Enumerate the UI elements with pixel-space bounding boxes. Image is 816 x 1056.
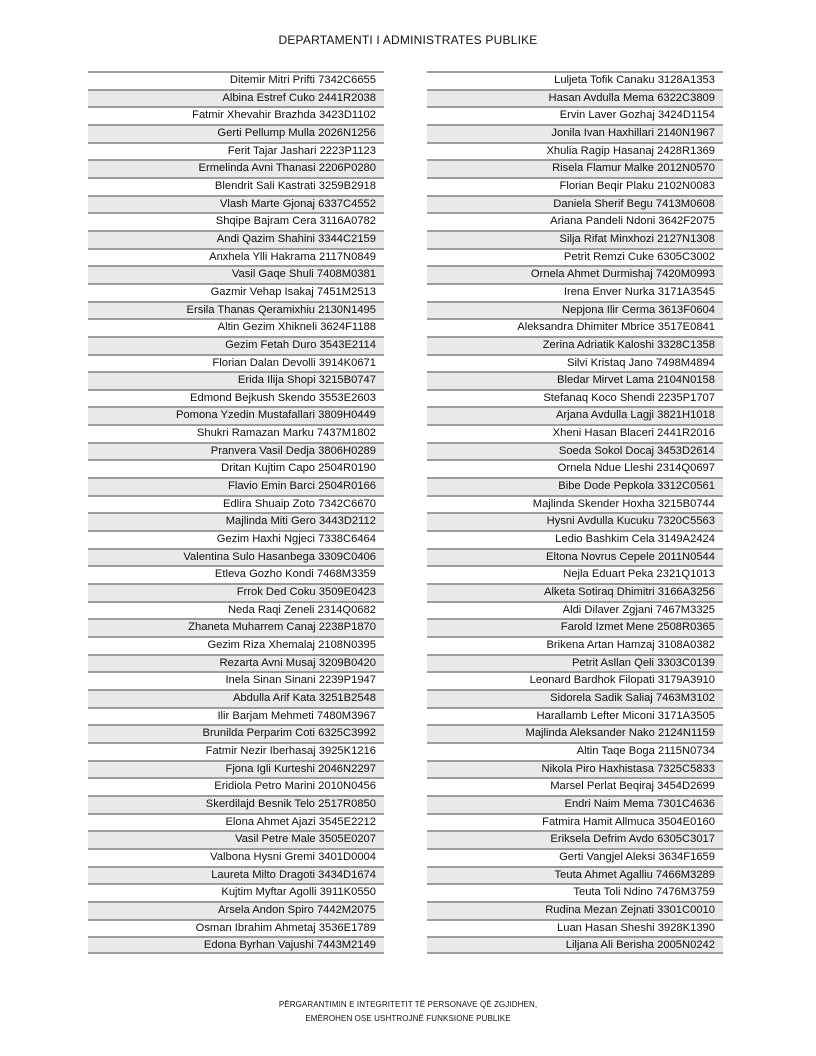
list-item: Gezim Fetah Duro 3543E2114 [88,336,384,354]
list-item: Florian Beqir Plaku 2102N0083 [427,177,723,195]
list-item: Laureta Milto Dragoti 3434D1674 [88,866,384,884]
list-item: Ersila Thanas Qeramixhiu 2130N1495 [88,301,384,319]
right-name-list [427,71,723,954]
list-item: Neda Raqi Zeneli 2314Q0682 [88,601,384,619]
list-item: Andi Qazim Shahini 3344C2159 [88,230,384,248]
list-item: Gezim Riza Xhemalaj 2108N0395 [88,636,384,654]
list-item: Zhaneta Muharrem Canaj 2238P1870 [88,618,384,636]
list-item: Vasil Petre Male 3505E0207 [88,830,384,848]
list-item: Flavio Emin Barci 2504R0166 [88,477,384,495]
left-name-list [88,71,384,954]
list-item: Ariana Pandeli Ndoni 3642F2075 [427,212,723,230]
page-footer [0,998,816,1026]
list-item: Pranvera Vasil Dedja 3806H0289 [88,442,384,460]
list-item: Albina Estref Cuko 2441R2038 [88,89,384,107]
list-item: Soeda Sokol Docaj 3453D2614 [427,442,723,460]
list-item: Rudina Mezan Zejnati 3301C0010 [427,901,723,919]
list-item: Ermelinda Avni Thanasi 2206P0280 [88,159,384,177]
list-item: Arsela Andon Spiro 7442M2075 [88,901,384,919]
list-item: Luan Hasan Sheshi 3928K1390 [427,919,723,937]
list-item: Frrok Ded Coku 3509E0423 [88,583,384,601]
list-item: Valentina Sulo Hasanbega 3309C0406 [88,548,384,566]
list-item: Dritan Kujtim Capo 2504R0190 [88,459,384,477]
list-item: Majlinda Miti Gero 3443D2112 [88,512,384,530]
list-item: Etleva Gozho Kondi 7468M3359 [88,565,384,583]
list-item: Valbona Hysni Gremi 3401D0004 [88,848,384,866]
list-item: Xheni Hasan Blaceri 2441R2016 [427,424,723,442]
list-item: Brikena Artan Hamzaj 3108A0382 [427,636,723,654]
list-item: Nejla Eduart Peka 2321Q1013 [427,565,723,583]
list-item: Majlinda Aleksander Nako 2124N1159 [427,724,723,742]
list-item: Nikola Piro Haxhistasa 7325C5833 [427,760,723,778]
list-item: Daniela Sherif Begu 7413M0608 [427,195,723,213]
list-item: Stefanaq Koco Shendi 2235P1707 [427,389,723,407]
list-item: Hysni Avdulla Kucuku 7320C5563 [427,512,723,530]
list-item: Eriksela Defrim Avdo 6305C3017 [427,830,723,848]
list-item: Ledio Bashkim Cela 3149A2424 [427,530,723,548]
list-item: Marsel Perlat Beqiraj 3454D2699 [427,777,723,795]
list-item: Edmond Bejkush Skendo 3553E2603 [88,389,384,407]
list-item: Ditemir Mitri Prifti 7342C6655 [88,71,384,89]
list-item: Leonard Bardhok Filopati 3179A3910 [427,671,723,689]
list-item: Fatmira Hamit Allmuca 3504E0160 [427,813,723,831]
list-item: Alketa Sotiraq Dhimitri 3166A3256 [427,583,723,601]
page-title: DEPARTAMENTI I ADMINISTRATES PUBLIKE [278,33,538,47]
list-item: Bledar Mirvet Lama 2104N0158 [427,371,723,389]
footer-line-2: EMËROHEN OSE USHTROJNË FUNKSIONE PUBLIKE [305,1014,511,1023]
list-item: Ornela Ahmet Durmishaj 7420M0993 [427,265,723,283]
list-item: Blendrit Sali Kastrati 3259B2918 [88,177,384,195]
list-item: Fatmir Nezir Iberhasaj 3925K1216 [88,742,384,760]
list-item: Bibe Dode Pepkola 3312C0561 [427,477,723,495]
list-item: Xhulia Ragip Hasanaj 2428R1369 [427,142,723,160]
list-item: Vlash Marte Gjonaj 6337C4552 [88,195,384,213]
list-item: Pomona Yzedin Mustafallari 3809H0449 [88,406,384,424]
list-item: Irena Enver Nurka 3171A3545 [427,283,723,301]
list-item: Erida Ilija Shopi 3215B0747 [88,371,384,389]
list-item: Ilir Barjam Mehmeti 7480M3967 [88,707,384,725]
list-item: Vasil Gaqe Shuli 7408M0381 [88,265,384,283]
list-item: Skerdilajd Besnik Telo 2517R0850 [88,795,384,813]
list-item: Silja Rifat Minxhozi 2127N1308 [427,230,723,248]
list-item: Elona Ahmet Ajazi 3545E2212 [88,813,384,831]
list-item: Teuta Toli Ndino 7476M3759 [427,883,723,901]
list-item: Silvi Kristaq Jano 7498M4894 [427,354,723,372]
list-item: Endri Naim Mema 7301C4636 [427,795,723,813]
footer-line-1: PËRGARANTIMIN E INTEGRITETIT TË PERSONAVE QË ZGJIDHEN, [278,1000,538,1009]
list-item: Rezarta Avni Musaj 3209B0420 [88,654,384,672]
list-item: Brunilda Perparim Coti 6325C3992 [88,724,384,742]
list-item: Risela Flamur Malke 2012N0570 [427,159,723,177]
list-item: Edona Byrhan Vajushi 7443M2149 [88,936,384,954]
list-item: Shukri Ramazan Marku 7437M1802 [88,424,384,442]
list-item: Anxhela Ylli Hakrama 2117N0849 [88,248,384,266]
list-item: Nepjona Ilir Cerma 3613F0604 [427,301,723,319]
list-item: Arjana Avdulla Lagji 3821H1018 [427,406,723,424]
list-item: Abdulla Arif Kata 3251B2548 [88,689,384,707]
list-item: Fjona Igli Kurteshi 2046N2297 [88,760,384,778]
list-item: Eltona Novrus Cepele 2011N0544 [427,548,723,566]
list-item: Luljeta Tofik Canaku 3128A1353 [427,71,723,89]
list-item: Edlira Shuaip Zoto 7342C6670 [88,495,384,513]
list-item: Fatmir Xhevahir Brazhda 3423D1102 [88,106,384,124]
list-item: Inela Sinan Sinani 2239P1947 [88,671,384,689]
list-item: Petrit Remzi Cuke 6305C3002 [427,248,723,266]
list-item: Aleksandra Dhimiter Mbrice 3517E0841 [427,318,723,336]
list-item: Sidorela Sadik Saliaj 7463M3102 [427,689,723,707]
list-item: Altin Gezim Xhikneli 3624F1188 [88,318,384,336]
list-item: Gerti Pellump Mulla 2026N1256 [88,124,384,142]
list-item: Majlinda Skender Hoxha 3215B0744 [427,495,723,513]
list-item: Ferit Tajar Jashari 2223P1123 [88,142,384,160]
list-item: Altin Taqe Boga 2115N0734 [427,742,723,760]
list-item: Gezim Haxhi Ngjeci 7338C6464 [88,530,384,548]
list-item: Gazmir Vehap Isakaj 7451M2513 [88,283,384,301]
list-item: Shqipe Bajram Cera 3116A0782 [88,212,384,230]
list-item: Zerina Adriatik Kaloshi 3328C1358 [427,336,723,354]
list-item: Farold Izmet Mene 2508R0365 [427,618,723,636]
list-item: Ornela Ndue Lleshi 2314Q0697 [427,459,723,477]
list-item: Florian Dalan Devolli 3914K0671 [88,354,384,372]
list-item: Aldi Dilaver Zgjani 7467M3325 [427,601,723,619]
list-item: Osman Ibrahim Ahmetaj 3536E1789 [88,919,384,937]
list-item: Eridiola Petro Marini 2010N0456 [88,777,384,795]
list-item: Gerti Vangjel Aleksi 3634F1659 [427,848,723,866]
list-item: Jonila Ivan Haxhillari 2140N1967 [427,124,723,142]
list-item: Kujtim Myftar Agolli 3911K0550 [88,883,384,901]
list-item: Ervin Laver Gozhaj 3424D1154 [427,106,723,124]
list-item: Harallamb Lefter Miconi 3171A3505 [427,707,723,725]
list-item: Petrit Asllan Qeli 3303C0139 [427,654,723,672]
list-item: Hasan Avdulla Mema 6322C3809 [427,89,723,107]
list-item: Liljana Ali Berisha 2005N0242 [427,936,723,954]
list-item: Teuta Ahmet Agalliu 7466M3289 [427,866,723,884]
